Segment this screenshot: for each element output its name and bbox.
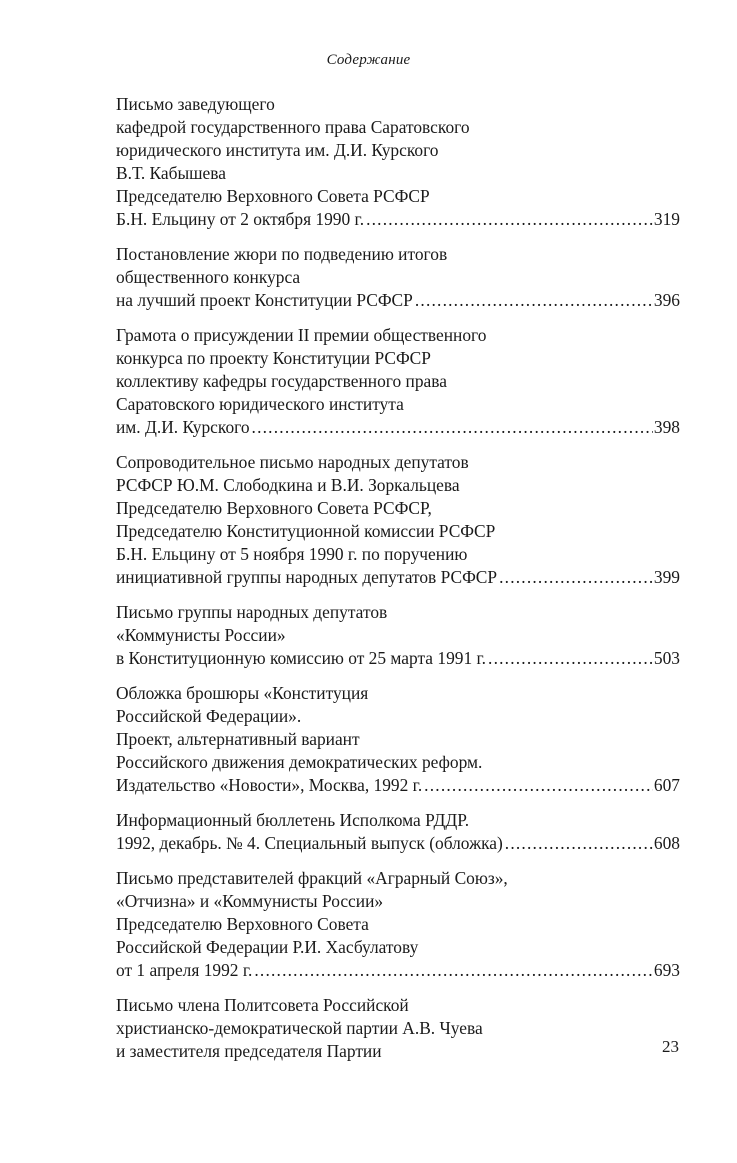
toc-entry-line: Проект, альтернативный вариант: [116, 729, 360, 749]
toc-entry-line: РСФСР Ю.М. Слободкина и В.И. Зоркальцева: [116, 475, 460, 495]
running-head: Содержание: [326, 52, 411, 68]
toc-entry: [116, 809, 680, 855]
toc-entry-last-line: [116, 832, 680, 855]
toc-entry-line: Б.Н. Ельцину от 2 октября 1990 г.: [116, 209, 365, 229]
toc-entry-line: «Отчизна» и «Коммунисты России»: [116, 891, 384, 911]
toc-entry-line: Председателю Верховного Совета: [116, 914, 369, 934]
toc-entry-line: Российского движения демократических реформ.: [116, 752, 483, 772]
dot-leader: [254, 959, 653, 982]
toc-entry-line: на лучший проект Конституции РСФСР: [116, 290, 413, 310]
dot-leader: [424, 774, 653, 797]
toc-entry-last-line: [116, 416, 680, 439]
toc-entry-line: «Коммунисты России»: [116, 625, 286, 645]
toc-entry-last-line: [116, 774, 680, 797]
toc-entry-line: Письмо группы народных депутатов: [116, 602, 388, 622]
dot-leader: [505, 832, 653, 855]
toc-entry-line: Председателю Конституционной комиссии РСФСР: [116, 521, 496, 541]
toc-entry-line: Письмо заведующего: [116, 94, 275, 114]
toc-entry-line: инициативной группы народных депутатов РСФСР: [116, 567, 498, 587]
dot-leader: [366, 208, 653, 231]
toc-entry-page: 607: [653, 775, 680, 795]
toc-entry-line: Российской Федерации».: [116, 706, 302, 726]
dot-leader: [499, 566, 653, 589]
toc-entry-page: 399: [653, 567, 680, 587]
toc-entry-page: 396: [653, 290, 680, 310]
toc-entry-line: В.Т. Кабышева: [116, 163, 226, 183]
toc-entry-line: Письмо представителей фракций «Аграрный Союз»,: [116, 868, 508, 888]
toc-entry-line: Информационный бюллетень Исполкома РДДР.: [116, 810, 470, 830]
table-of-contents: [116, 93, 680, 1075]
page-number: 23: [662, 1037, 679, 1056]
toc-entry-line: от 1 апреля 1992 г.: [116, 960, 253, 980]
dot-leader: [488, 647, 653, 670]
toc-entry-line: Грамота о присуждении II премии общественного: [116, 325, 487, 345]
toc-entry-last-line: [116, 289, 680, 312]
toc-entry-page: 319: [653, 209, 680, 229]
toc-entry-line: юридического института им. Д.И. Курского: [116, 140, 439, 160]
toc-entry-line: Сопроводительное письмо народных депутатов: [116, 452, 469, 472]
toc-entry-line: Российской Федерации Р.И. Хасбулатову: [116, 937, 419, 957]
toc-entry-line: Издательство «Новости», Москва, 1992 г.: [116, 775, 423, 795]
toc-entry-page: 398: [653, 417, 680, 437]
toc-entry-page: 693: [653, 960, 680, 980]
toc-entry: [116, 243, 680, 312]
toc-entry: [116, 324, 680, 439]
toc-entry-line: общественного конкурса: [116, 267, 301, 287]
toc-entry-line: и заместителя председателя Партии: [116, 1041, 382, 1061]
toc-entry-line: Письмо члена Политсовета Российской: [116, 995, 409, 1015]
toc-entry-line: 1992, декабрь. № 4. Специальный выпуск (обложка): [116, 833, 503, 853]
toc-entry: [116, 682, 680, 797]
toc-entry-last-line: [116, 647, 680, 670]
toc-entry-page: 503: [653, 648, 680, 668]
toc-entry-page: 608: [653, 833, 680, 853]
toc-entry-line: коллективу кафедры государственного права: [116, 371, 447, 391]
toc-entry-line: Б.Н. Ельцину от 5 ноября 1990 г. по поручению: [116, 544, 468, 564]
toc-entry-line: конкурса по проекту Конституции РСФСР: [116, 348, 431, 368]
toc-entry: [116, 601, 680, 670]
toc-entry-line: христианско-демократической партии А.В. Чуева: [116, 1018, 483, 1038]
dot-leader: [252, 416, 653, 439]
toc-entry-last-line: [116, 959, 680, 982]
toc-entry-last-line: [116, 566, 680, 589]
toc-entry-last-line: [116, 208, 680, 231]
toc-entry-line: Председателю Верховного Совета РСФСР: [116, 186, 430, 206]
toc-entry-line: Постановление жюри по подведению итогов: [116, 244, 448, 264]
toc-entry: [116, 451, 680, 589]
toc-entry-line: Саратовского юридического института: [116, 394, 404, 414]
toc-entry: [116, 867, 680, 982]
toc-entry-line: кафедрой государственного права Саратовского: [116, 117, 470, 137]
dot-leader: [415, 289, 653, 312]
toc-entry: [116, 994, 680, 1063]
toc-entry-line: им. Д.И. Курского: [116, 417, 250, 437]
toc-entry: [116, 93, 680, 231]
toc-entry-line: Председателю Верховного Совета РСФСР,: [116, 498, 432, 518]
toc-entry-line: Обложка брошюры «Конституция: [116, 683, 369, 703]
toc-entry-line: в Конституционную комиссию от 25 марта 1991 г.: [116, 648, 487, 668]
